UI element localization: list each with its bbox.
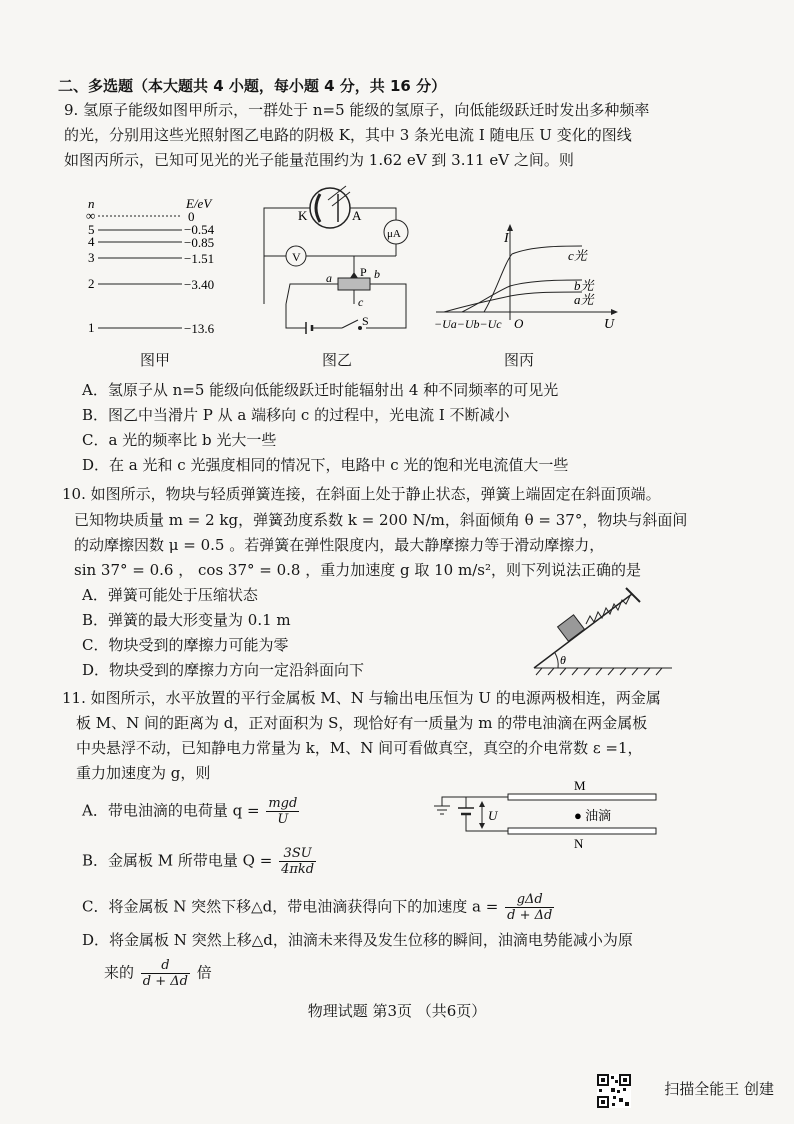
fig-c-caption: 图丙: [504, 351, 535, 369]
q11-option-c-prefix: C．将金属板 N 突然下移△d，带电油滴获得向下的加速度 a =: [82, 897, 499, 916]
q11-option-a-prefix: A．带电油滴的电荷量 q =: [82, 801, 260, 820]
q10-option-b: B．弹簧的最大形变量为 0.1 m: [82, 611, 291, 629]
q11-option-c-denominator: d + Δd: [507, 908, 553, 923]
level-e-5: −0.54: [184, 222, 215, 237]
block-group: [558, 615, 585, 641]
q11-option-d-numerator: d: [141, 958, 190, 974]
theta-label: θ: [560, 653, 566, 667]
n-axis-label: n: [88, 196, 95, 211]
q9-option-b: B．图乙中当滑片 P 从 a 端移向 c 的过程中，光电流 I 不断减小: [82, 406, 510, 424]
q11-stem-line-4: 重力加速度为 g，则: [76, 764, 211, 782]
c-light-label: c光: [568, 248, 587, 263]
q9-option-d: D．在 a 光和 c 光强度相同的情况下，电路中 c 光的饱和光电流值大一些: [82, 456, 569, 474]
energy-level-diagram: [82, 192, 232, 342]
label-s: S: [362, 314, 369, 328]
plate-m: [508, 794, 656, 800]
level-e-4: −0.85: [184, 235, 215, 250]
wire-battery-left: [286, 304, 306, 328]
q11-option-b-prefix: B．金属板 M 所带电量 Q =: [82, 851, 273, 870]
wire-top: [442, 797, 508, 806]
q11-option-c-numerator: gΔd: [505, 892, 554, 908]
level-n-5: 5: [88, 222, 95, 237]
e-axis-label: E/eV: [186, 196, 212, 211]
b-light-label: b光: [574, 278, 594, 293]
level-n-1: 1: [88, 320, 95, 335]
q11-option-a-fraction: [266, 796, 299, 827]
q11-option-d-line-2: [104, 958, 212, 989]
q11-option-a-denominator: U: [277, 812, 289, 827]
q11-option-b-numerator: 3SU: [279, 846, 316, 862]
level-e-3: −1.51: [184, 251, 215, 266]
i-label: I: [504, 231, 509, 246]
switch-s: [342, 320, 358, 328]
level-e-1: −13.6: [184, 321, 215, 336]
level-e-inf: 0: [188, 209, 195, 224]
capacitor-diagram: [416, 776, 666, 850]
u-label: U: [488, 808, 498, 823]
label-p: P: [360, 265, 367, 279]
rheostat: [338, 278, 370, 290]
q10-stem-line-1: 10. 如图所示，物块与轻质弹簧连接，在斜面上处于静止状态，弹簧上端固定在斜面顶端。: [62, 485, 661, 503]
q11-option-a-numerator: mgd: [268, 796, 298, 811]
u-axis-arrow: [611, 309, 618, 315]
level-e-2: −3.40: [184, 277, 215, 292]
q10-stem-line-4: sin 37° = 0.6 ， cos 37° = 0.8 ，重力加速度 g 取 10 m/s²，则下列说法正确的是: [74, 561, 641, 579]
q11-option-b-denominator: 4πkd: [281, 862, 315, 877]
q11-option-d-prefix: 来的: [104, 963, 135, 982]
i-axis-arrow: [507, 224, 513, 231]
q11-option-b: [82, 846, 318, 877]
x-tick-labels: −Ua−Ub−Uc: [434, 317, 502, 331]
q11-option-a: [82, 796, 301, 827]
plate-n: [508, 828, 656, 834]
q11-option-c-fraction: [505, 892, 554, 923]
wire-b-end: [366, 284, 406, 328]
incline-diagram: [528, 586, 678, 678]
q11-stem-line-1: 11. 如图所示，水平放置的平行金属板 M、N 与输出电压恒为 U 的电源两极相连，两金属: [62, 689, 661, 707]
q9-option-a: A．氢原子从 n=5 能级向低能级跃迁时能辐射出 4 种不同频率的可见光: [82, 381, 559, 399]
q9-stem-line-3: 如图丙所示，已知可见光的光子能量范围约为 1.62 eV 到 3.11 eV 之间。则: [64, 151, 574, 169]
q11-stem-line-2: 板 M、N 间的距离为 d，正对面积为 S，现恰好有一质量为 m 的带电油滴在两金属板: [76, 714, 648, 732]
label-a-end: a: [326, 271, 332, 285]
fig-a-caption: 图甲: [140, 351, 171, 369]
curve-a: [444, 292, 582, 312]
q11-option-d-fraction: [141, 958, 190, 989]
scanner-watermark: 扫描全能王 创建: [664, 1080, 774, 1098]
u-label: U: [604, 317, 615, 332]
q10-stem-line-2: 已知物块质量 m = 2 kg，弹簧劲度系数 k = 200 N/m，斜面倾角 θ = 37°，物块与斜面间: [74, 511, 688, 529]
wire-bottom: [466, 820, 508, 831]
label-b-end: b: [374, 267, 380, 281]
plate-m-label: M: [574, 778, 586, 793]
ground-hatch: [536, 668, 662, 675]
q11-option-c: [82, 892, 556, 923]
level-n-inf: ∞: [86, 208, 96, 223]
origin-label: O: [514, 316, 524, 331]
wire-a-end: [286, 284, 338, 304]
q11-option-d-line-1: D．将金属板 N 突然上移△d，油滴未来得及发生位移的瞬间，油滴电势能减小为原: [82, 931, 633, 949]
level-n-4: 4: [88, 234, 95, 249]
label-a: A: [352, 208, 362, 223]
oil-drop-label: ● 油滴: [574, 808, 612, 823]
q11-option-d-suffix: 倍: [196, 963, 212, 982]
slider-p: [350, 272, 358, 278]
q10-stem-line-3: 的动摩擦因数 μ = 0.5 。若弹簧在弹性限度内，最大静摩擦力等于滑动摩擦力，: [74, 536, 605, 554]
a-light-label: a光: [574, 292, 594, 307]
q11-option-d-denominator: d + Δd: [142, 974, 188, 989]
curve-b: [462, 280, 582, 312]
page-footer: 物理试题 第3页 （共6页）: [307, 1002, 487, 1020]
label-ua: μA: [387, 228, 401, 240]
level-n-2: 2: [88, 276, 95, 291]
q10-option-a: A．弹簧可能处于压缩状态: [82, 586, 258, 604]
label-c: c: [358, 295, 364, 309]
label-k: K: [298, 208, 308, 223]
q11-stem-line-3: 中央悬浮不动，已知静电力常量为 k，M、N 间可看做真空，真空的介电常数 ε =1，: [76, 739, 643, 757]
plate-n-label: N: [574, 836, 584, 850]
theta-arc: [555, 653, 558, 668]
level-n-3: 3: [88, 250, 95, 265]
q9-stem-line-1: 9. 氢原子能级如图甲所示，一群处于 n=5 能级的氢原子，向低能级跃迁时发出多种频率: [64, 101, 650, 119]
iu-graph: [432, 220, 622, 340]
q9-stem-line-2: 的光，分别用这些光照射图乙电路的阴极 K，其中 3 条光电流 I 随电压 U 变化的图线: [64, 126, 632, 144]
qr-code-icon: [597, 1074, 631, 1108]
cathode-k: [316, 194, 320, 222]
block: [558, 615, 585, 641]
q9-option-c: C．a 光的频率比 b 光大一些: [82, 431, 277, 449]
fig-b-caption: 图乙: [322, 351, 353, 369]
incline-surface: [534, 594, 632, 668]
section-title: 二、多选题（本大题共 4 小题，每小题 4 分，共 16 分）: [58, 77, 447, 95]
q10-option-d: D．物块受到的摩擦力方向一定沿斜面向下: [82, 661, 365, 679]
label-v: V: [292, 250, 301, 264]
q10-option-c: C．物块受到的摩擦力可能为零: [82, 636, 289, 654]
photoelectric-circuit: [250, 180, 410, 350]
q11-option-b-fraction: [279, 846, 316, 877]
